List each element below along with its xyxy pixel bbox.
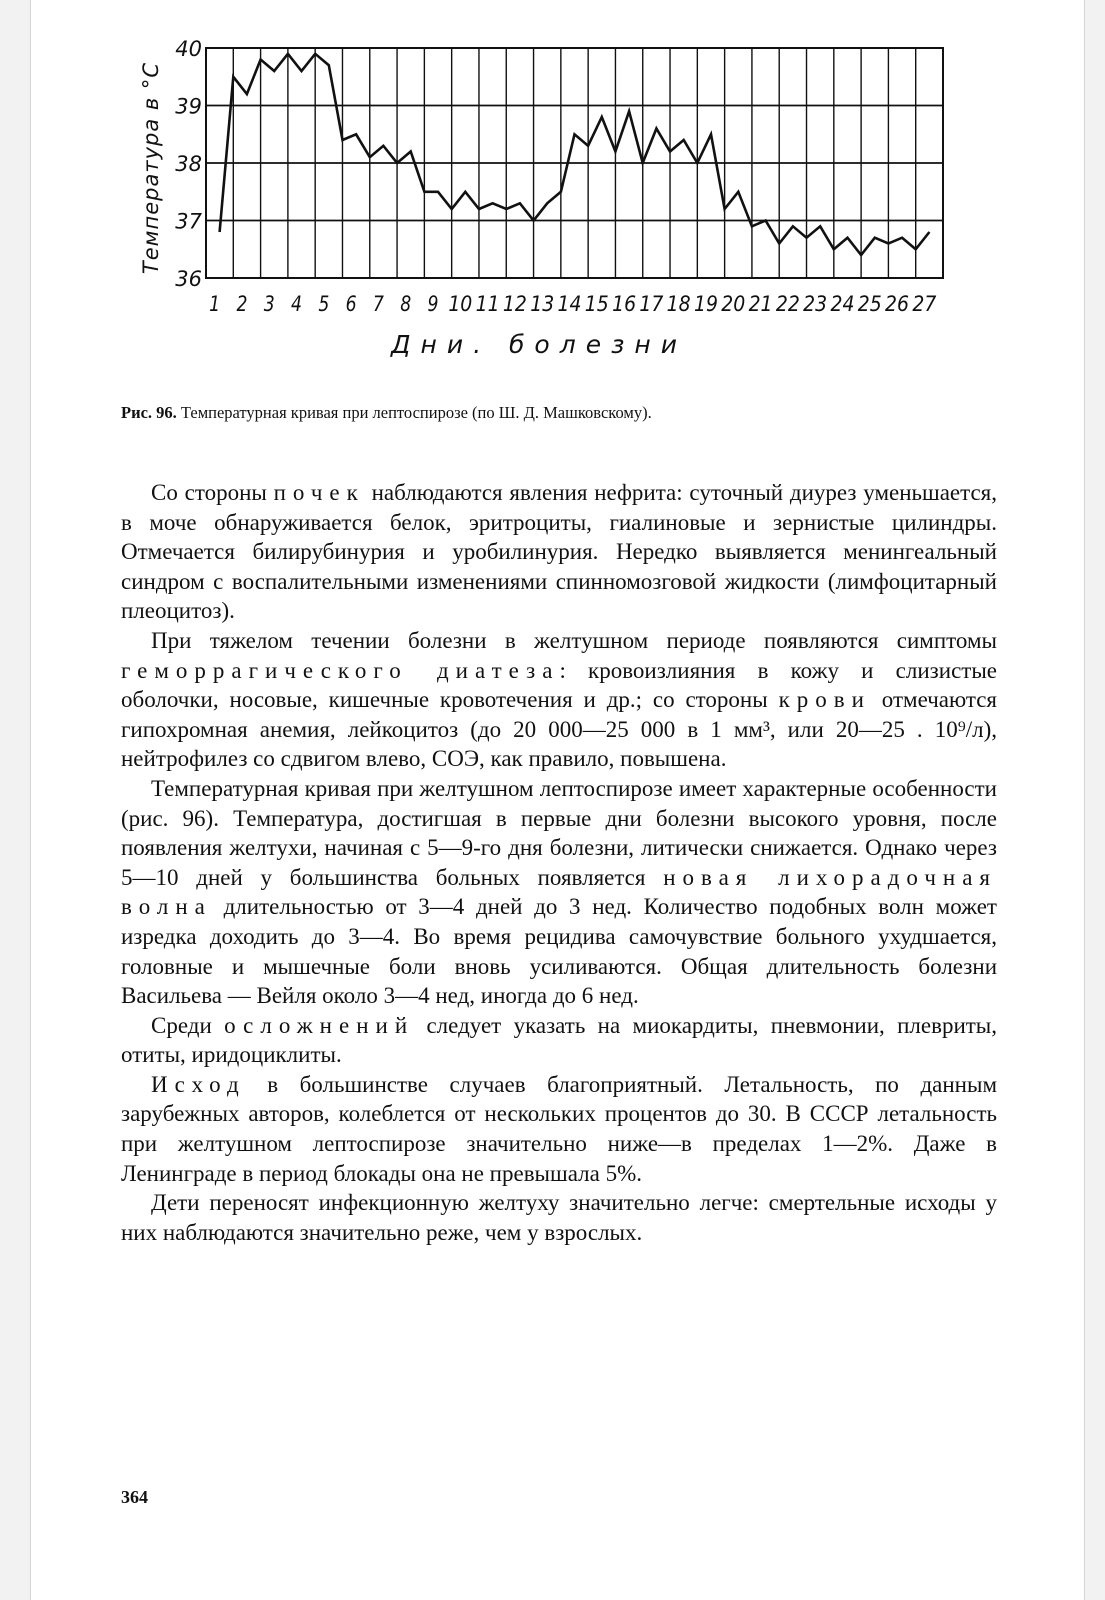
x-tick-label: 9: [427, 292, 439, 316]
spaced-term: осложнений: [224, 1012, 415, 1038]
x-tick-label: 3: [263, 292, 275, 316]
x-tick-label: 22: [775, 292, 800, 316]
x-tick-label: 16: [612, 292, 637, 316]
paragraph: [121, 1070, 997, 1188]
chart-grid: [206, 48, 943, 278]
page-number: 364: [121, 1487, 148, 1507]
text-run: отмечаются гипохромная анемия, лейкоцитоз (до 20 000—25 000 в 1 мм³, или 20—25 . 10⁹/л), нейтрофилез со сдвигом влево, СОЭ, как правило, повышена.: [121, 687, 998, 772]
text-run: наблюдаются явления нефрита: суточный диурез уменьшается, в моче обнаруживается белок, эритроциты, гиалиновые и зернистые цилиндры. Отмечается билирубинурия и уробилинурия. Нередко выявляется менингеальный синдром с воспалительными изменениями спинномозговой жидкости (лимфоцитарный плеоцитоз).: [121, 480, 998, 624]
temperature-line: [220, 54, 930, 255]
temperature-series: [220, 54, 930, 255]
y-axis-label: Температура в °C: [139, 61, 163, 275]
x-tick-label: 10: [448, 292, 473, 316]
text-run: Дети переносят инфекционную желтуху значительно легче: смертельные исходы у них наблюдаются значительно реже, чем у взрослых.: [121, 1190, 997, 1245]
x-tick-label: 13: [530, 292, 555, 316]
x-tick-label: 15: [584, 292, 609, 316]
y-tick-label: 40: [175, 37, 202, 61]
y-tick-label: 39: [175, 94, 202, 119]
x-tick-label: 21: [748, 292, 773, 316]
figure-caption-text: Температурная кривая при лептоспирозе (по Ш. Д. Машковскому).: [180, 403, 652, 422]
x-tick-label: 5: [318, 292, 330, 316]
y-tick-label: 36: [175, 267, 202, 291]
text-run: Со стороны: [151, 480, 274, 505]
x-tick-label: 24: [830, 292, 855, 316]
x-tick-labels: [209, 292, 937, 316]
x-tick-label: 11: [475, 292, 500, 316]
x-tick-label: 17: [639, 292, 664, 316]
paragraph: [121, 478, 997, 626]
book-page: [30, 0, 1085, 1600]
x-tick-label: 1: [209, 292, 221, 316]
y-tick-label: 38: [175, 152, 202, 176]
y-tick-labels: [175, 37, 202, 291]
x-tick-label: 7: [372, 292, 385, 316]
text-run: Температурная кривая при желтушном лептоспирозе имеет характерные особенности (рис. 96). Температура, достигшая в первые дни болезни высокого уровня, после появления желтухи, начиная с 5—9-го дня болезни, литически снижается. Однако через 5—10 дней у большинства больных появляется: [121, 775, 997, 890]
spaced-term: новая лихорадочная волна: [121, 864, 998, 920]
x-tick-label: 4: [291, 292, 303, 316]
spaced-term: крови: [778, 687, 871, 713]
text-run: следует указать на миокардиты, пневмонии, плевриты, отиты, иридоциклиты.: [121, 1012, 998, 1068]
text-run: : кровоизлияния в кожу и слизистые оболочки, носовые, кишечные кровотечения и др.; со стороны: [121, 657, 997, 713]
spaced-term: почек: [273, 480, 365, 505]
spaced-term: геморрагического диатеза: [121, 657, 560, 683]
x-tick-label: 6: [345, 292, 357, 316]
body-text: [121, 478, 997, 1247]
x-tick-label: 19: [693, 292, 718, 316]
temperature-chart: [31, 0, 1084, 340]
paragraph: [121, 1011, 997, 1070]
x-tick-label: 26: [885, 292, 910, 316]
x-tick-label: 8: [400, 292, 412, 316]
x-tick-label: 18: [666, 292, 691, 316]
spaced-term: Исход: [151, 1071, 246, 1097]
paragraph: [121, 774, 997, 1011]
x-tick-label: 14: [557, 292, 582, 316]
text-run: При тяжелом течении болезни в желтушном периоде появляются симптомы: [151, 627, 997, 653]
x-tick-label: 27: [912, 292, 937, 316]
figure-label: Рис. 96.: [121, 403, 177, 422]
paragraph: [121, 626, 997, 774]
text-run: Среди: [151, 1012, 225, 1038]
x-axis-label: Дни. болезни: [391, 330, 687, 359]
x-tick-label: 12: [502, 292, 527, 316]
x-tick-label: 2: [236, 292, 248, 316]
x-tick-label: 23: [803, 292, 828, 316]
paragraph: [121, 1188, 997, 1247]
x-tick-label: 20: [721, 292, 746, 316]
text-run: в большинстве случаев благоприятный. Летальность, по данным зарубежных авторов, колеблется от нескольких процентов до 30. В СССР летальность при желтушном лептоспирозе значительно ниже—в пределах 1—2%. Даже в Ленинграде в период блокады она не превышала 5%.: [121, 1071, 997, 1186]
x-tick-label: 25: [857, 292, 882, 316]
figure-caption: [121, 403, 1001, 423]
y-tick-label: 37: [175, 209, 202, 234]
text-run: длительностью от 3—4 дней до 3 нед. Количество подобных волн может изредка доходить до 3—4. Во время рецидива самочувствие больного ухудшается, головные и мышечные боли вновь усиливаются. Общая длительность болезни Васильева — Вейля около 3—4 нед, иногда до 6 нед.: [121, 894, 997, 1009]
